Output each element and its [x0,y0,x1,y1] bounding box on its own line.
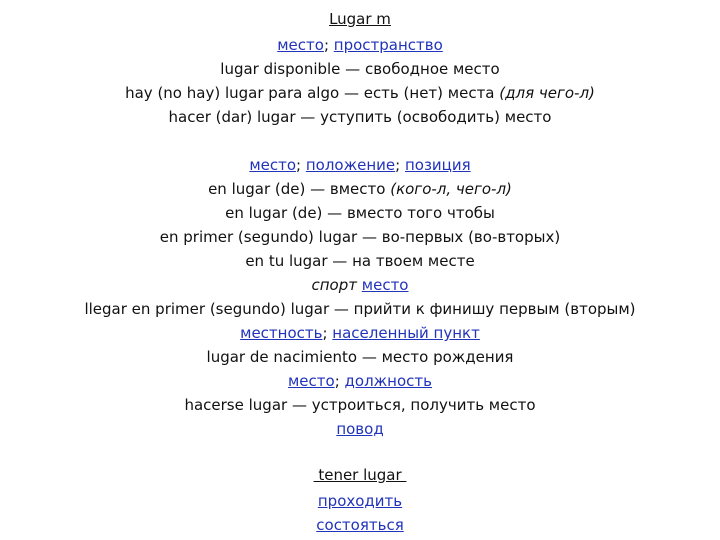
headword: Lugar m [329,10,391,28]
sense3-synonyms [0,323,720,343]
sense2-example-2: en lugar (de) — вместо того чтобы [225,204,495,222]
sense4-synonyms [0,371,720,391]
separator: ; [296,156,306,174]
sense1-example-2 [0,83,720,103]
domain-label-sport: спорт [311,276,357,294]
link-naselenny-punkt[interactable]: населенный пункт [332,324,480,342]
sense1-synonyms [0,35,720,55]
separator: ; [323,36,334,54]
link-mesto-2[interactable]: место [249,156,297,174]
sense2-example-1 [0,179,720,199]
separator: ; [334,372,345,390]
separator: ; [395,156,405,174]
phrase-title: tener lugar [313,466,407,484]
sense2-sport [0,275,720,295]
sense1-example-3: hacer (dar) lugar — уступить (освободить) место [168,108,552,126]
phrase-synonym-1 [0,491,720,511]
phrase-synonym-2 [0,515,720,535]
link-prostranstvo[interactable]: пространство [333,36,443,54]
link-dolzhnost[interactable]: должность [344,372,432,390]
sense3-example-1: lugar de nacimiento — место рождения [206,348,514,366]
link-polozhenie[interactable]: положение [305,156,396,174]
link-mesto-1[interactable]: место [277,36,324,54]
link-mesto-3[interactable]: место [287,372,335,390]
sense2-example-3: en primer (segundo) lugar — во-первых (во-вторых) [159,228,561,246]
link-sostoyatsya[interactable]: состояться [316,516,404,534]
link-pozitsiya[interactable]: позиция [404,156,471,174]
sense5-synonyms [0,419,720,439]
sense2-example-4: en tu lugar — на твоем месте [245,252,475,270]
example-text: hay (no hay) lugar para algo — есть (нет) места [125,84,500,102]
example-text: en lugar (de) — вместо [208,180,391,198]
link-prohodit[interactable]: проходить [317,492,403,510]
example-note: (кого-л, чего-л) [390,180,512,198]
separator: ; [322,324,333,342]
sense4-example-1: hacerse lugar — устроиться, получить место [184,396,536,414]
link-mestnost[interactable]: местность [240,324,323,342]
link-mesto-sport[interactable]: место [361,276,409,294]
sense2-example-5: llegar en primer (segundo) lugar — прийти к финишу первым (вторым) [84,300,636,318]
example-note: (для чего-л) [499,84,595,102]
sense1-example-1: lugar disponible — свободное место [220,60,500,78]
sense2-synonyms [0,155,720,175]
link-povod[interactable]: повод [336,420,384,438]
